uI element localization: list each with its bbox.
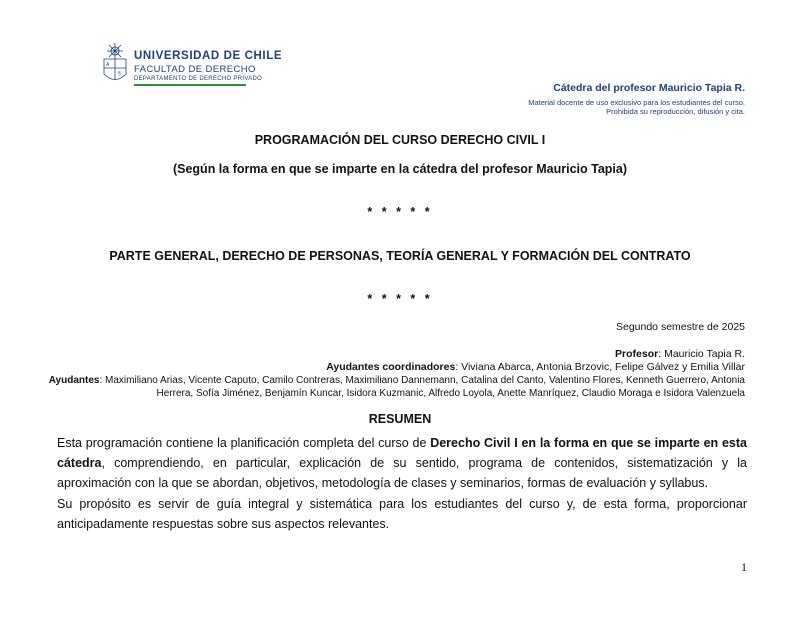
separator-stars-2: * * * * * bbox=[367, 292, 433, 306]
summary-paragraph-2: Su propósito es servir de guía integral y sistemática para los estudiantes del curso y, de esta forma, proporcionar anticipadamente respuestas sobre sus aspectos relevantes. bbox=[57, 497, 747, 531]
summary-paragraph-1 bbox=[57, 433, 747, 493]
document-subtitle: (Según la forma en que se imparte en la cátedra del profesor Mauricio Tapia) bbox=[172, 162, 628, 176]
faculty-name: FACULTAD DE DERECHO bbox=[134, 64, 256, 75]
department-name: DEPARTAMENTO DE DERECHO PRIVADO bbox=[134, 76, 263, 82]
semester: Segundo semestre de 2025 bbox=[615, 321, 745, 333]
logo-divider bbox=[134, 84, 246, 86]
document-title: PROGRAMACIÓN DEL CURSO DERECHO CIVIL I bbox=[254, 133, 546, 147]
coordinators-label: Ayudantes coordinadores bbox=[326, 361, 456, 373]
professor-label: Profesor bbox=[615, 348, 659, 360]
page-number: 1 bbox=[741, 560, 747, 574]
separator-stars: * * * * * bbox=[367, 205, 433, 219]
professor-line bbox=[615, 348, 745, 360]
coordinators-names: : Viviana Abarca, Antonia Brzovic, Felipe Gálvez y Emilia Villar bbox=[455, 361, 745, 373]
summary-p1-bold: Derecho Civil I en la forma en que se imparte en esta cátedra bbox=[57, 436, 747, 470]
university-crest-icon bbox=[100, 42, 130, 86]
assistants-label: Ayudantes bbox=[48, 375, 100, 386]
usage-note-line2: Prohibida su reproducción, difusión y cita. bbox=[606, 107, 745, 116]
university-name: UNIVERSIDAD DE CHILE bbox=[134, 50, 283, 62]
part-title: PARTE GENERAL, DERECHO DE PERSONAS, TEORÍA GENERAL Y FORMACIÓN DEL CONTRATO bbox=[109, 249, 691, 263]
university-logo bbox=[100, 42, 283, 90]
assistants-names: : Maximiliano Arias, Vicente Caputo, Camilo Contreras, Maximiliano Dannemann, Catalina del Canto, Valentino Flores, Kenneth Guerrero, Antonia Herrera, Sofía Jiménez, Benjamín Kuncar, Isidora Kuzmanic, Alfredo Loyola, Anette Manríquez, Claudio Moraga e Isidora Valenzuela bbox=[99, 375, 745, 399]
coordinators-line bbox=[326, 361, 745, 373]
summary-heading: RESUMEN bbox=[368, 412, 432, 426]
summary-p1-start: Esta programación contiene la planificación completa del curso de bbox=[57, 436, 431, 450]
chair-title: Cátedra del profesor Mauricio Tapia R. bbox=[553, 82, 745, 94]
usage-note-line1: Material docente de uso exclusivo para los estudiantes del curso. bbox=[528, 98, 745, 107]
professor-name: : Mauricio Tapia R. bbox=[658, 348, 745, 360]
summary-p1-end: , comprendiendo, en particular, explicación de su sentido, programa de contenidos, sistematización y la aproximación con la que se abordan, objetivos, metodología de clases y seminarios, formas de evaluación y syllabus. bbox=[57, 456, 747, 490]
assistants-line bbox=[15, 374, 745, 400]
svg-text:A: A bbox=[106, 62, 110, 68]
svg-text:§: § bbox=[118, 71, 121, 77]
